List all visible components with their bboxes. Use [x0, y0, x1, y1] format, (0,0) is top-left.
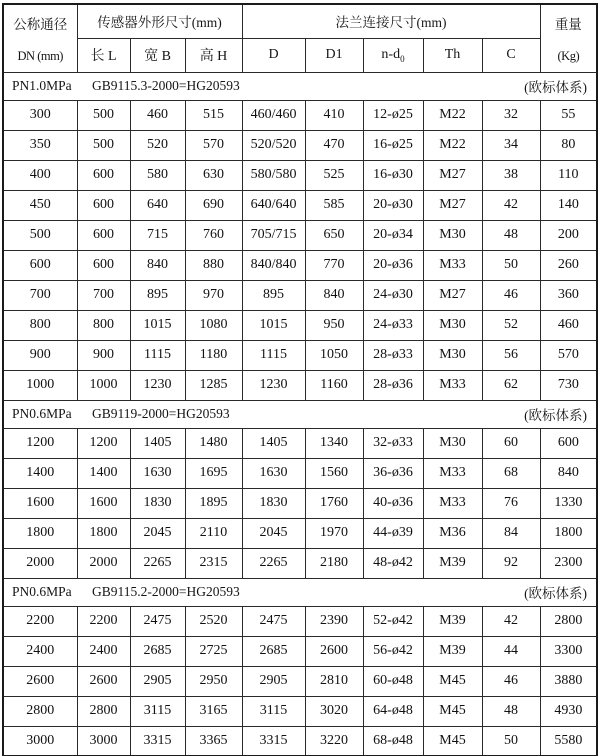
spec-value-cell: 64-ø48 [363, 696, 423, 726]
spec-value-cell: 705/715 [242, 220, 305, 250]
spec-value-cell: 410 [305, 100, 363, 130]
spec-value-cell: M30 [423, 310, 482, 340]
spec-value-cell: 2200 [77, 606, 130, 636]
spec-value-cell: M30 [423, 428, 482, 458]
section-standard-system-note: (欧标体系) [524, 80, 588, 95]
spec-value-cell: M22 [423, 100, 482, 130]
dn-value-cell: 2800 [3, 696, 77, 726]
spec-value-cell: M30 [423, 340, 482, 370]
spec-value-cell: 600 [77, 160, 130, 190]
spec-value-cell: 840/840 [242, 250, 305, 280]
spec-value-cell: 2180 [305, 548, 363, 578]
header-weight-label: 重量 [554, 17, 582, 32]
spec-value-cell: 840 [305, 280, 363, 310]
spec-value-cell: 600 [77, 220, 130, 250]
spec-value-cell: 470 [305, 130, 363, 160]
spec-data-row [3, 428, 597, 458]
spec-value-cell: 16-ø30 [363, 160, 423, 190]
spec-value-cell: 3880 [540, 666, 597, 696]
spec-value-cell: 38 [482, 160, 540, 190]
spec-value-cell: 2045 [242, 518, 305, 548]
spec-value-cell: 2315 [185, 548, 242, 578]
spec-value-cell: 2685 [242, 636, 305, 666]
section-header-row [3, 72, 597, 100]
spec-value-cell: 2600 [77, 666, 130, 696]
header-weight [540, 4, 597, 72]
spec-value-cell: 525 [305, 160, 363, 190]
spec-value-cell: 1560 [305, 458, 363, 488]
spec-value-cell: M33 [423, 250, 482, 280]
spec-value-cell: 3165 [185, 696, 242, 726]
spec-data-row [3, 130, 597, 160]
spec-value-cell: 1630 [242, 458, 305, 488]
section-standard-code: GB9115.2-2000=HG20593 [92, 584, 240, 599]
spec-value-cell: 68 [482, 458, 540, 488]
header-weight-unit-label: (Kg) [557, 48, 580, 63]
spec-data-row [3, 190, 597, 220]
spec-value-cell: 1230 [242, 370, 305, 400]
spec-value-cell: 84 [482, 518, 540, 548]
spec-value-cell: 52-ø42 [363, 606, 423, 636]
spec-value-cell: 3115 [242, 696, 305, 726]
section-standard-code: GB9115.3-2000=HG20593 [92, 78, 240, 93]
spec-value-cell: 44 [482, 636, 540, 666]
spec-value-cell: 2905 [130, 666, 185, 696]
header-col-length: 长 L [77, 38, 130, 72]
spec-value-cell: 970 [185, 280, 242, 310]
spec-value-cell: 760 [185, 220, 242, 250]
spec-value-cell: 5580 [540, 726, 597, 756]
dn-value-cell: 500 [3, 220, 77, 250]
spec-value-cell: 800 [77, 310, 130, 340]
spec-value-cell: 1285 [185, 370, 242, 400]
spec-value-cell: 92 [482, 548, 540, 578]
spec-value-cell: 1330 [540, 488, 597, 518]
spec-value-cell: M45 [423, 696, 482, 726]
spec-value-cell: 1200 [77, 428, 130, 458]
spec-value-cell: 2265 [130, 548, 185, 578]
spec-data-row [3, 250, 597, 280]
spec-value-cell: 1340 [305, 428, 363, 458]
dn-value-cell: 1800 [3, 518, 77, 548]
spec-value-cell: 110 [540, 160, 597, 190]
dn-value-cell: 400 [3, 160, 77, 190]
spec-value-cell: M27 [423, 280, 482, 310]
spec-value-cell: 3115 [130, 696, 185, 726]
header-col-d1: D1 [305, 38, 363, 72]
header-dn-unit-label: DN (mm) [17, 48, 63, 63]
header-col-th: Th [423, 38, 482, 72]
spec-value-cell: 40-ø36 [363, 488, 423, 518]
spec-value-cell: 140 [540, 190, 597, 220]
spec-value-cell: 32 [482, 100, 540, 130]
spec-value-cell: 600 [540, 428, 597, 458]
spec-value-cell: 20-ø34 [363, 220, 423, 250]
header-nominal-diameter [3, 4, 77, 72]
spec-value-cell: 3365 [185, 726, 242, 756]
header-col-width: 宽 B [130, 38, 185, 72]
spec-data-row [3, 606, 597, 636]
spec-value-cell: 570 [540, 340, 597, 370]
spec-value-cell: M45 [423, 726, 482, 756]
spec-value-cell: 1480 [185, 428, 242, 458]
spec-value-cell: 1895 [185, 488, 242, 518]
section-standard-system-note: (欧标体系) [524, 408, 588, 423]
header-group-sensor-dimensions: 传感器外形尺寸(mm) [77, 4, 242, 38]
spec-value-cell: 55 [540, 100, 597, 130]
spec-value-cell: 1695 [185, 458, 242, 488]
spec-value-cell: 62 [482, 370, 540, 400]
dn-value-cell: 450 [3, 190, 77, 220]
spec-value-cell: M22 [423, 130, 482, 160]
spec-value-cell: M39 [423, 606, 482, 636]
section-standard-code: GB9119-2000=HG20593 [92, 406, 230, 421]
spec-value-cell: 46 [482, 280, 540, 310]
header-col-n-d0-main: n-d [381, 46, 401, 62]
spec-value-cell: 1080 [185, 310, 242, 340]
spec-value-cell: 840 [540, 458, 597, 488]
spec-value-cell: 880 [185, 250, 242, 280]
spec-value-cell: 630 [185, 160, 242, 190]
spec-value-cell: 500 [77, 130, 130, 160]
spec-value-cell: 56-ø42 [363, 636, 423, 666]
spec-value-cell: 50 [482, 726, 540, 756]
spec-value-cell: 600 [77, 190, 130, 220]
dn-value-cell: 1400 [3, 458, 77, 488]
spec-value-cell: 1230 [130, 370, 185, 400]
spec-value-cell: 260 [540, 250, 597, 280]
spec-value-cell: 24-ø30 [363, 280, 423, 310]
spec-value-cell: 1115 [130, 340, 185, 370]
spec-value-cell: 1405 [242, 428, 305, 458]
spec-data-row [3, 100, 597, 130]
spec-value-cell: 2725 [185, 636, 242, 666]
spec-value-cell: 20-ø30 [363, 190, 423, 220]
spec-value-cell: 360 [540, 280, 597, 310]
header-col-height: 高 H [185, 38, 242, 72]
spec-value-cell: 2400 [77, 636, 130, 666]
spec-value-cell: 3300 [540, 636, 597, 666]
spec-value-cell: M27 [423, 160, 482, 190]
flange-spec-table [2, 3, 598, 756]
spec-value-cell: 2000 [77, 548, 130, 578]
spec-value-cell: 1630 [130, 458, 185, 488]
spec-value-cell: 2905 [242, 666, 305, 696]
header-nominal-diameter-label: 公称通径 [13, 17, 68, 32]
spec-value-cell: 600 [77, 250, 130, 280]
spec-data-row [3, 458, 597, 488]
section-header-bar [4, 76, 596, 96]
spec-value-cell: M39 [423, 636, 482, 666]
spec-value-cell: 1015 [242, 310, 305, 340]
header-col-n-d0 [363, 38, 423, 72]
spec-value-cell: 2300 [540, 548, 597, 578]
section-header-row [3, 578, 597, 606]
dn-value-cell: 3000 [3, 726, 77, 756]
spec-data-row [3, 220, 597, 250]
spec-value-cell: 2475 [242, 606, 305, 636]
spec-value-cell: 42 [482, 190, 540, 220]
header-col-c: C [482, 38, 540, 72]
spec-data-row [3, 310, 597, 340]
spec-value-cell: 3315 [130, 726, 185, 756]
spec-value-cell: 570 [185, 130, 242, 160]
spec-value-cell: 1800 [540, 518, 597, 548]
spec-value-cell: 12-ø25 [363, 100, 423, 130]
spec-value-cell: 60 [482, 428, 540, 458]
spec-value-cell: 28-ø36 [363, 370, 423, 400]
spec-value-cell: 2475 [130, 606, 185, 636]
spec-value-cell: 28-ø33 [363, 340, 423, 370]
dn-value-cell: 350 [3, 130, 77, 160]
spec-value-cell: 2265 [242, 548, 305, 578]
spec-value-cell: 34 [482, 130, 540, 160]
spec-data-row [3, 488, 597, 518]
spec-data-row [3, 548, 597, 578]
section-pressure-rating: PN0.6MPa [12, 406, 72, 421]
spec-value-cell: 895 [242, 280, 305, 310]
table-body [3, 72, 597, 756]
spec-value-cell: M33 [423, 488, 482, 518]
dn-value-cell: 1000 [3, 370, 77, 400]
spec-value-cell: 48 [482, 696, 540, 726]
spec-value-cell: 32-ø33 [363, 428, 423, 458]
spec-value-cell: 640/640 [242, 190, 305, 220]
spec-value-cell: 715 [130, 220, 185, 250]
spec-value-cell: M33 [423, 370, 482, 400]
spec-value-cell: M33 [423, 458, 482, 488]
spec-value-cell: 1760 [305, 488, 363, 518]
spec-data-row [3, 666, 597, 696]
section-header-row [3, 400, 597, 428]
spec-data-row [3, 726, 597, 756]
spec-value-cell: 48-ø42 [363, 548, 423, 578]
spec-value-cell: 80 [540, 130, 597, 160]
spec-value-cell: 2045 [130, 518, 185, 548]
header-group-flange-connection: 法兰连接尺寸(mm) [242, 4, 540, 38]
spec-value-cell: 520 [130, 130, 185, 160]
spec-value-cell: 585 [305, 190, 363, 220]
spec-value-cell: 460 [130, 100, 185, 130]
spec-value-cell: 700 [77, 280, 130, 310]
spec-value-cell: 1000 [77, 370, 130, 400]
spec-value-cell: 770 [305, 250, 363, 280]
spec-value-cell: 730 [540, 370, 597, 400]
spec-value-cell: 76 [482, 488, 540, 518]
spec-value-cell: 3000 [77, 726, 130, 756]
section-standard-system-note: (欧标体系) [524, 586, 588, 601]
spec-value-cell: M27 [423, 190, 482, 220]
spec-value-cell: 68-ø48 [363, 726, 423, 756]
dn-value-cell: 2200 [3, 606, 77, 636]
spec-value-cell: 2950 [185, 666, 242, 696]
spec-value-cell: 2520 [185, 606, 242, 636]
spec-value-cell: 2110 [185, 518, 242, 548]
spec-value-cell: 3315 [242, 726, 305, 756]
spec-value-cell: M36 [423, 518, 482, 548]
spec-value-cell: 52 [482, 310, 540, 340]
spec-value-cell: 895 [130, 280, 185, 310]
dn-value-cell: 2600 [3, 666, 77, 696]
spec-value-cell: 3220 [305, 726, 363, 756]
spec-data-row [3, 518, 597, 548]
spec-value-cell: 44-ø39 [363, 518, 423, 548]
spec-value-cell: 1405 [130, 428, 185, 458]
spec-value-cell: M30 [423, 220, 482, 250]
dn-value-cell: 300 [3, 100, 77, 130]
spec-value-cell: 1015 [130, 310, 185, 340]
dn-value-cell: 2400 [3, 636, 77, 666]
section-pressure-rating: PN0.6MPa [12, 584, 72, 599]
spec-value-cell: 1830 [130, 488, 185, 518]
section-pressure-rating: PN1.0MPa [12, 78, 72, 93]
spec-value-cell: M39 [423, 548, 482, 578]
dn-value-cell: 1200 [3, 428, 77, 458]
dn-value-cell: 1600 [3, 488, 77, 518]
spec-value-cell: 42 [482, 606, 540, 636]
spec-value-cell: 60-ø48 [363, 666, 423, 696]
spec-value-cell: M45 [423, 666, 482, 696]
spec-value-cell: 1180 [185, 340, 242, 370]
spec-value-cell: 900 [77, 340, 130, 370]
spec-value-cell: 950 [305, 310, 363, 340]
spec-value-cell: 460/460 [242, 100, 305, 130]
spec-value-cell: 2800 [77, 696, 130, 726]
spec-value-cell: 650 [305, 220, 363, 250]
spec-value-cell: 1050 [305, 340, 363, 370]
header-col-n-d0-subscript: 0 [400, 53, 405, 64]
spec-value-cell: 580/580 [242, 160, 305, 190]
spec-value-cell: 20-ø36 [363, 250, 423, 280]
spec-value-cell: 1115 [242, 340, 305, 370]
spec-value-cell: 580 [130, 160, 185, 190]
spec-value-cell: 56 [482, 340, 540, 370]
spec-value-cell: 4930 [540, 696, 597, 726]
spec-data-row [3, 696, 597, 726]
spec-value-cell: 640 [130, 190, 185, 220]
spec-value-cell: 50 [482, 250, 540, 280]
dn-value-cell: 800 [3, 310, 77, 340]
dn-value-cell: 2000 [3, 548, 77, 578]
spec-value-cell: 2600 [305, 636, 363, 666]
spec-value-cell: 2390 [305, 606, 363, 636]
table-header [3, 4, 597, 72]
spec-value-cell: 36-ø36 [363, 458, 423, 488]
spec-value-cell: 48 [482, 220, 540, 250]
section-header-bar [4, 404, 596, 424]
spec-value-cell: 2800 [540, 606, 597, 636]
spec-data-row [3, 636, 597, 666]
spec-value-cell: 520/520 [242, 130, 305, 160]
dn-value-cell: 900 [3, 340, 77, 370]
spec-value-cell: 460 [540, 310, 597, 340]
spec-data-row [3, 370, 597, 400]
spec-value-cell: 3020 [305, 696, 363, 726]
dn-value-cell: 700 [3, 280, 77, 310]
spec-value-cell: 1830 [242, 488, 305, 518]
spec-value-cell: 46 [482, 666, 540, 696]
dn-value-cell: 600 [3, 250, 77, 280]
header-col-d: D [242, 38, 305, 72]
spec-value-cell: 24-ø33 [363, 310, 423, 340]
section-header-bar [4, 582, 596, 602]
spec-value-cell: 2810 [305, 666, 363, 696]
spec-value-cell: 1400 [77, 458, 130, 488]
spec-value-cell: 1800 [77, 518, 130, 548]
spec-value-cell: 500 [77, 100, 130, 130]
spec-value-cell: 2685 [130, 636, 185, 666]
spec-data-row [3, 280, 597, 310]
spec-value-cell: 840 [130, 250, 185, 280]
spec-data-row [3, 340, 597, 370]
spec-value-cell: 1160 [305, 370, 363, 400]
spec-value-cell: 515 [185, 100, 242, 130]
spec-data-row [3, 160, 597, 190]
spec-value-cell: 690 [185, 190, 242, 220]
spec-value-cell: 16-ø25 [363, 130, 423, 160]
spec-value-cell: 200 [540, 220, 597, 250]
spec-value-cell: 1970 [305, 518, 363, 548]
spec-value-cell: 1600 [77, 488, 130, 518]
